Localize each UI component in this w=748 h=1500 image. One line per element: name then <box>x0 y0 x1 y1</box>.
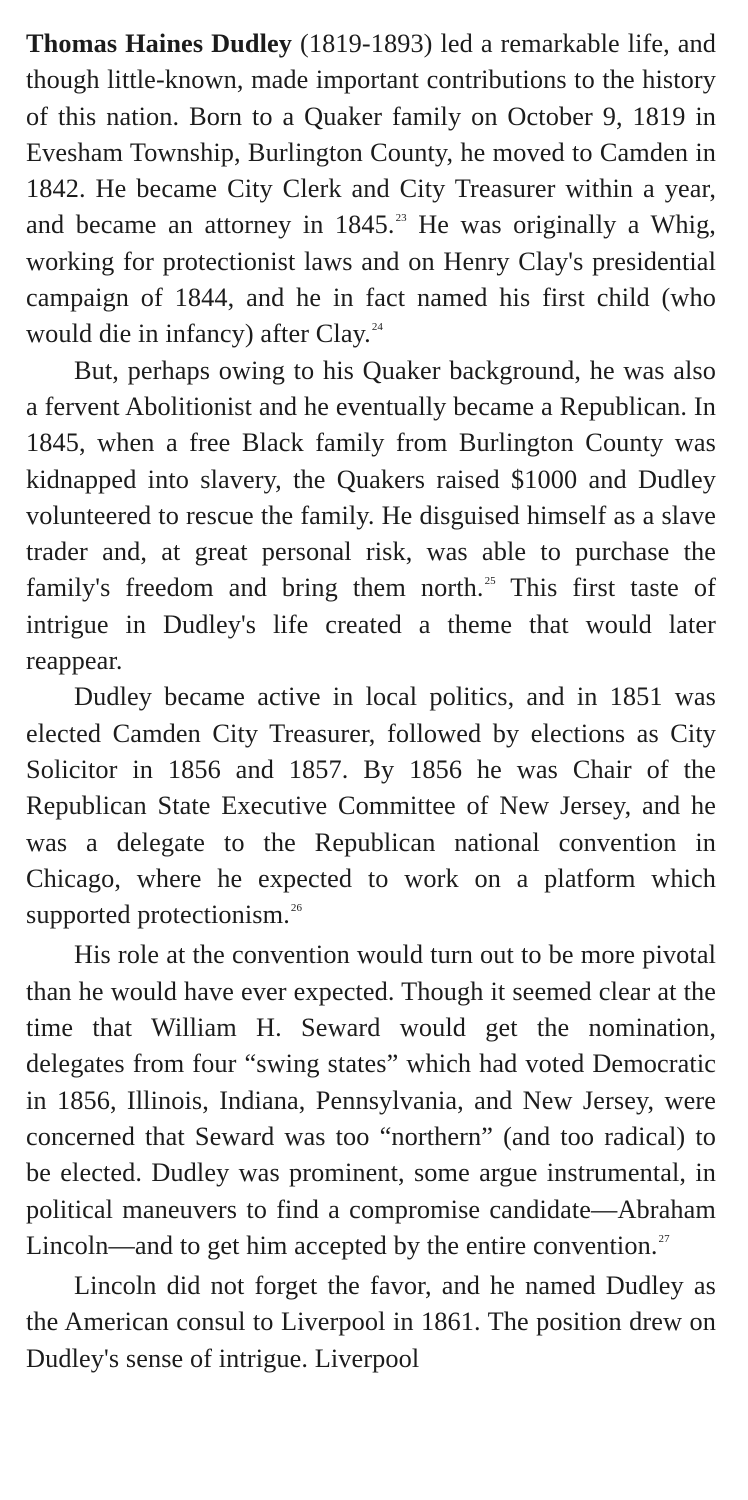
paragraph-2-text-b: This first taste of intrigue in Dudley's life created a theme that would later reappear. <box>26 573 717 676</box>
paragraph-2 <box>26 353 716 680</box>
paragraph-5 <box>26 1268 716 1377</box>
paragraph-4 <box>26 937 716 1264</box>
subject-name: Thomas Haines Dudley <box>26 29 293 58</box>
document-page <box>26 26 716 1377</box>
footnote-ref-23[interactable]: 23 <box>395 212 407 225</box>
footnote-ref-27[interactable]: 27 <box>658 1232 670 1245</box>
footnote-ref-24[interactable]: 24 <box>371 321 384 334</box>
footnote-ref-26[interactable]: 26 <box>290 902 303 915</box>
paragraph-3 <box>26 679 716 933</box>
paragraph-1-text-b: He was originally a Whig, working for protectionist laws and on Henry Clay's presidential campaign of 1844, and he in fact named his first child (who would die in infancy) after Clay. <box>26 210 716 349</box>
paragraph-5-text: Lincoln did not forget the favor, and he named Dudley as the American consul to Liverpool in 1861. The position drew on Dudley's sense of intrigue. Liverpool <box>26 1271 716 1373</box>
footnote-ref-25[interactable]: 25 <box>484 575 496 588</box>
paragraph-1 <box>26 26 716 353</box>
paragraph-2-text-a: But, perhaps owing to his Quaker background, he was also a fervent Abolitionist and he eventually became a Republican. In 1845, when a free Black family from Burlington County was kidnapped into slavery, the Quakers raised $1000 and Dudley volunteered to rescue the family. He disguised himself as a slave trader and, at great personal risk, was able to purchase the family's freedom and bring them north. <box>26 355 716 603</box>
paragraph-4-text: His role at the convention would turn out to be more pivotal than he would have ever expected. Though it seemed clear at the time that William H. Seward would get the nomination, delegates from four “swing states” which had voted Democratic in 1856, Illinois, Indiana, Pennsylvania, and New Jersey, were concerned that Seward was too “northern” (and too radical) to be elected. Dudley was prominent, some argue instrumental, in political maneuvers to find a compromise candidate—Abraham Lincoln—and to get him accepted by the entire convention. <box>26 940 716 1260</box>
paragraph-3-text: Dudley became active in local politics, and in 1851 was elected Camden City Treasurer, followed by elections as City Solicitor in 1856 and 1857. By 1856 he was Chair of the Republican State Executive Committee of New Jersey, and he was a delegate to the Republican national convention in Chicago, where he expected to work on a platform which supported protectionism. <box>26 682 716 930</box>
paragraph-1-text-a: (1819-1893) led a remarkable life, and though little-known, made important contributions to the history of this nation. Born to a Quaker family on October 9, 1819 in Evesham Township, Burlington County, he moved to Camden in 1842. He became City Clerk and City Treasurer within a year, and became an attorney in 1845. <box>26 29 716 240</box>
